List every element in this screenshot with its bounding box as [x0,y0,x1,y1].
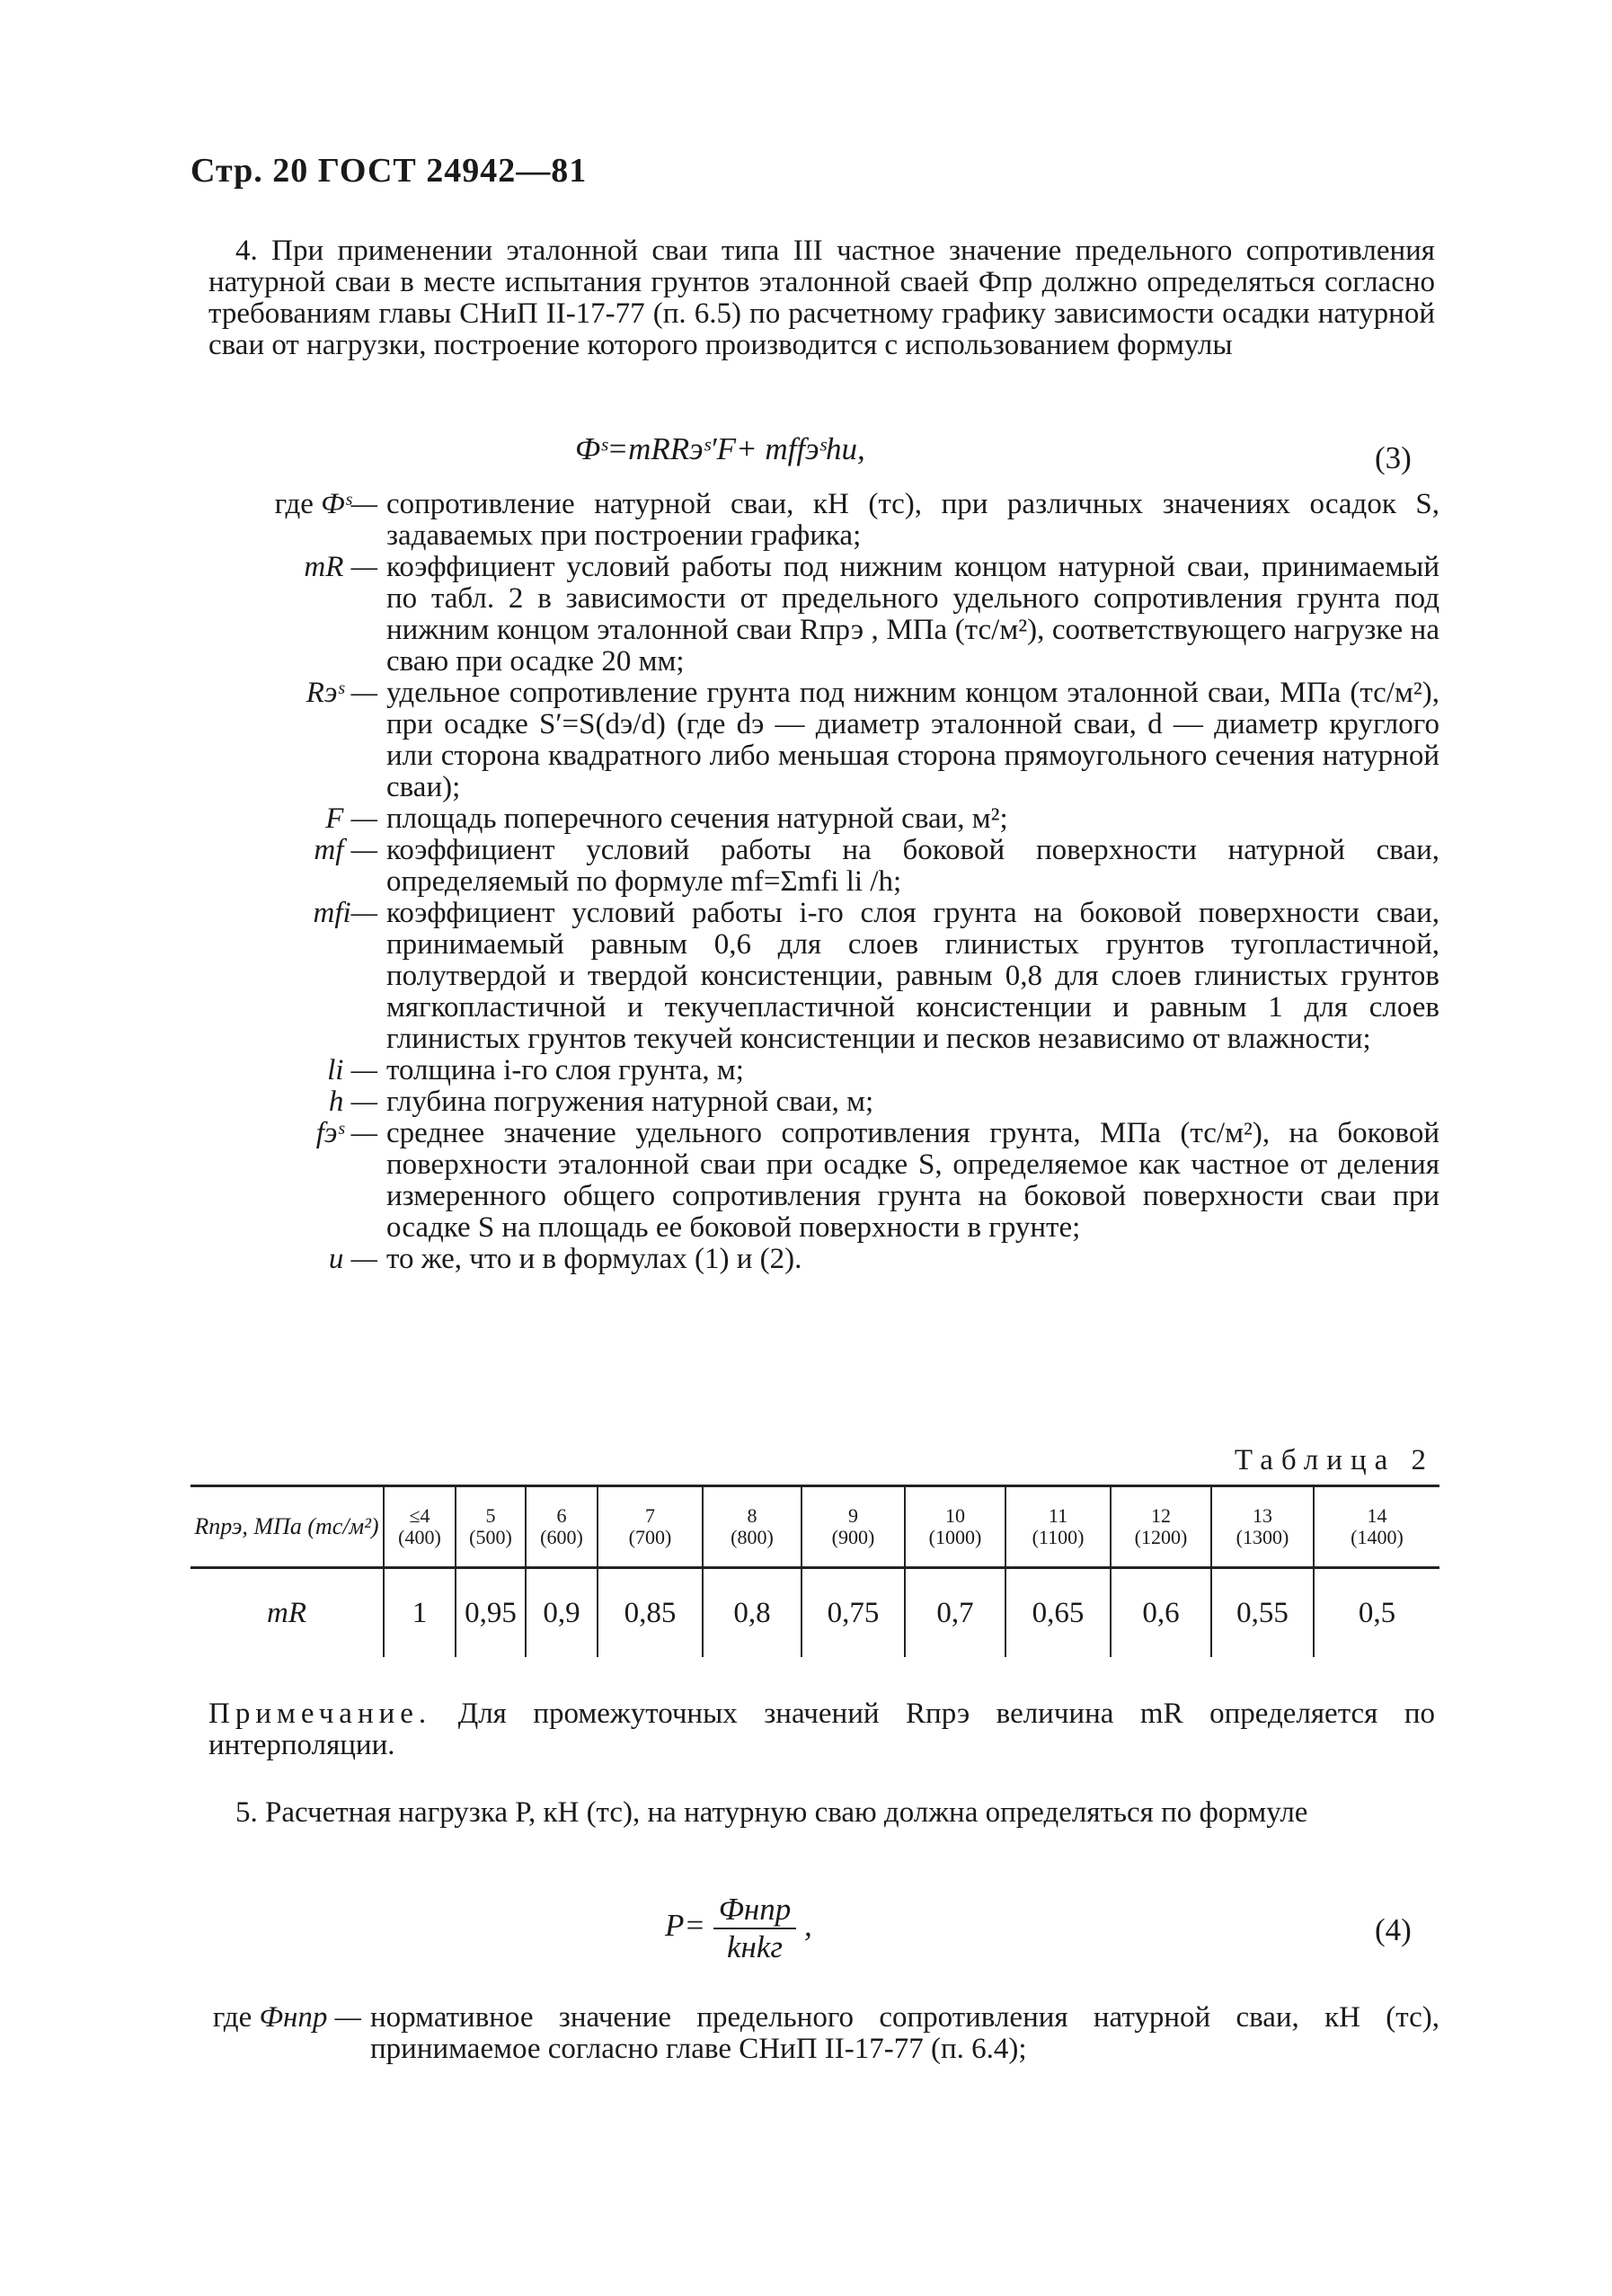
table-cell: 0,55 [1211,1568,1314,1658]
definition-item: u — то же, что и в формулах (1) и (2). [328,1243,802,1275]
table-caption: Таблица 2 [1234,1444,1434,1476]
note-text: Для промежуточных значений Rпрэ величина mR определяется по интерполяции. [208,1698,1436,1761]
definition-item: mf — коэффициент условий работы на боковой поверхности натурной сваи, определяемый по формуле mf=Σmfi li /h; [314,834,1439,898]
table-cell: 0,5 [1314,1568,1439,1658]
definition-item: fэˢ — среднее значение удельного сопротивления грунта, МПа (тс/м²), на боковой поверхности эталонной сваи при осадке S, определяемое как частное от деления измеренного общего сопротивления грунта на боковой поверхности сваи при осадке S на площадь ее боковой поверхности в грунте; [315,1117,1439,1244]
formula-4-numerator: Фнпр [713,1892,797,1929]
definitions-list [190,489,1439,1275]
table-cell: 6 (600) [526,1486,598,1568]
formula-4 [665,1892,812,1965]
table-note [208,1698,1435,1761]
table-cell: 13 (1300) [1211,1486,1314,1568]
definition-item: F — площадь поперечного сечения натурной сваи, м²; [325,802,1008,835]
paragraph-5: 5. Расчетная нагрузка P, кН (тс), на натурную сваю должна определяться по формуле [235,1796,1308,1829]
definition-item: Rэˢ — удельное сопротивление грунта под нижним концом эталонной сваи, МПа (тс/м²), при осадке S′=S(dэ/d) (где dэ — диаметр эталонной сваи, d — диаметр круглого или сторона квадратного либо меньшая сторона прямоугольного сечения натурной сваи); [306,677,1439,803]
formula-4-comma: , [804,1908,812,1944]
table-cell: 0,7 [905,1568,1005,1658]
definitions-list-4 [190,2002,1439,2065]
table-row-header: Rпрэ, МПа (тс/м²) [190,1486,384,1568]
formula-4-denominator: kнkг [726,1929,784,1964]
definition-item: li — толщина i-го слоя грунта, м; [327,1054,744,1086]
table-row [190,1568,1439,1658]
table-cell: 8 (800) [703,1486,802,1568]
table-cell: 0,85 [598,1568,703,1658]
formula-4-left: P= [665,1908,705,1944]
table-cell: 0,75 [802,1568,905,1658]
table-cell: 7 (700) [598,1486,703,1568]
paragraph-4: 4. При применении эталонной сваи типа III частное значение предельного сопротивления натурной сваи в месте испытания грунтов эталонной сваей Фпр должно определяться согласно требованиям главы СНиП II-17-77 (п. 6.5) по расчетному графику зависимости осадки натурной сваи от нагрузки, построение которого производится с использованием формулы [208,235,1435,361]
table-cell: 0,6 [1111,1568,1211,1658]
table-cell: 0,95 [456,1568,526,1658]
note-label: Примечание. [208,1698,432,1730]
table-cell: 10 (1000) [905,1486,1005,1568]
table-row-header: mR [267,1596,306,1629]
table-cell: 14 (1400) [1314,1486,1439,1568]
table-cell: 5 (500) [456,1486,526,1568]
formula-3-number: (3) [1375,440,1412,475]
table-cell: 9 (900) [802,1486,905,1568]
table-cell: 0,65 [1005,1568,1111,1658]
definition-item: mfi— коэффициент условий работы i-го слоя грунта на боковой поверхности сваи, принимаемый равным 0,6 для слоев глинистых грунтов тугопластичной, полутвердой и твердой консистенции, равным 0,8 для слоев глинистых грунтов мягкопластичной и текучепластичной консистенции и равным 1 для слоев глинистых грунтов текучей консистенции и песков независимо от влажности; [313,897,1439,1055]
table-cell: 1 [384,1568,456,1658]
formula-4-fraction [713,1892,797,1965]
table-2 [190,1485,1439,1657]
table-cell: 0,9 [526,1568,598,1658]
table-cell: 0,8 [703,1568,802,1658]
table-cell: 11 (1100) [1005,1486,1111,1568]
page-header: Стр. 20 ГОСТ 24942—81 [190,152,588,190]
table-cell: 12 (1200) [1111,1486,1211,1568]
definition-item: h — глубина погружения натурной сваи, м; [328,1086,874,1118]
table-cell: ≤4 (400) [384,1486,456,1568]
formula-4-number: (4) [1375,1912,1412,1947]
definition-item: где Фнпр — нормативное значение предельного сопротивления натурной сваи, кН (тс), принимаемое согласно главе СНиП II-17-77 (п. 6.4); [212,2001,1439,2065]
definition-item: mR — коэффициент условий работы под нижним концом натурной сваи, принимаемый по табл. 2 в зависимости от предельного удельного сопротивления грунта под нижним концом эталонной сваи Rпрэ , МПа (тс/м²), соответствующего нагрузке на сваю при осадке 20 мм; [304,551,1439,678]
table-header-row [190,1486,1439,1568]
definition-item: где Фˢ— сопротивление натурной сваи, кН (тс), при различных значениях осадок S, задаваемых при построении графика; [274,488,1439,552]
formula-3: Фˢ=mRRэˢ′F+ mffэˢhu, [575,431,865,466]
